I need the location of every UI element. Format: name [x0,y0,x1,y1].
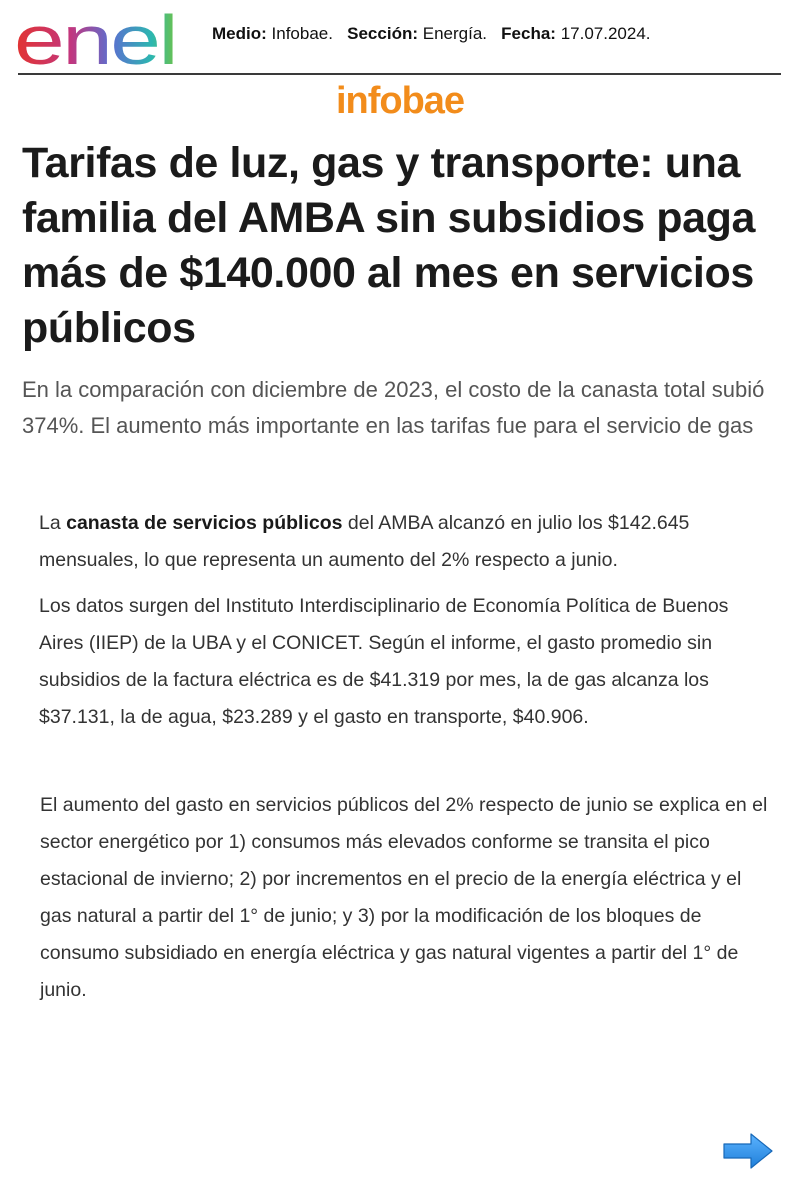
clipping-header [0,0,800,76]
enel-logo [14,6,180,68]
p1-lead: La [39,512,67,534]
seccion-label: Sección: [347,24,418,43]
article-paragraph-2: Los datos surgen del Instituto Interdisciplinario de Economía Política de Buenos Aires (IIEP) de la UBA y el CONICET. Según el informe, el gasto promedio sin subsidios de la factura eléctrica es de $41.319 por mes, la de gas alcanza los $37.131, la de agua, $23.289 y el gasto en transporte, $40.906. [39,595,729,728]
medio-label: Medio: [212,24,267,43]
seccion-value: Energía. [422,24,487,43]
p1-bold: canasta de servicios públicos [66,512,343,534]
fecha-value: 17.07.2024. [560,24,651,43]
clipping-meta [212,24,651,44]
fecha-label: Fecha: [501,24,556,43]
arrow-right-icon[interactable] [721,1131,775,1171]
article-headline: Tarifas de luz, gas y transporte: una familia del AMBA sin subsidios paga más de $140.000 al mes en servicios públicos [22,139,756,352]
header-divider [18,73,781,75]
article-subtitle: En la comparación con diciembre de 2023, el costo de la canasta total subió 374%. El aumento más importante en las tarifas fue para el servicio de gas [22,377,765,438]
svg-text:enel: enel [14,6,176,68]
article-paragraph-1 [39,505,779,579]
article-paragraph-3: El aumento del gasto en servicios públicos del 2% respecto de junio se explica en el sector energético por 1) consumos más elevados conforme se transita el pico estacional de invierno; 2) por incrementos en el precio de la energía eléctrica y el gas natural a partir del 1° de junio; y 3) por la modificación de los bloques de consumo subsidiado en energía eléctrica y gas natural vigentes a partir del 1° de junio. [40,794,768,1001]
medio-value: Infobae. [271,24,333,43]
source-logo: infobae [335,80,465,122]
p1-rest: del AMBA alcanzó en julio los $142.645 mensuales, lo que representa un aumento del 2% respecto a junio. [39,512,690,571]
